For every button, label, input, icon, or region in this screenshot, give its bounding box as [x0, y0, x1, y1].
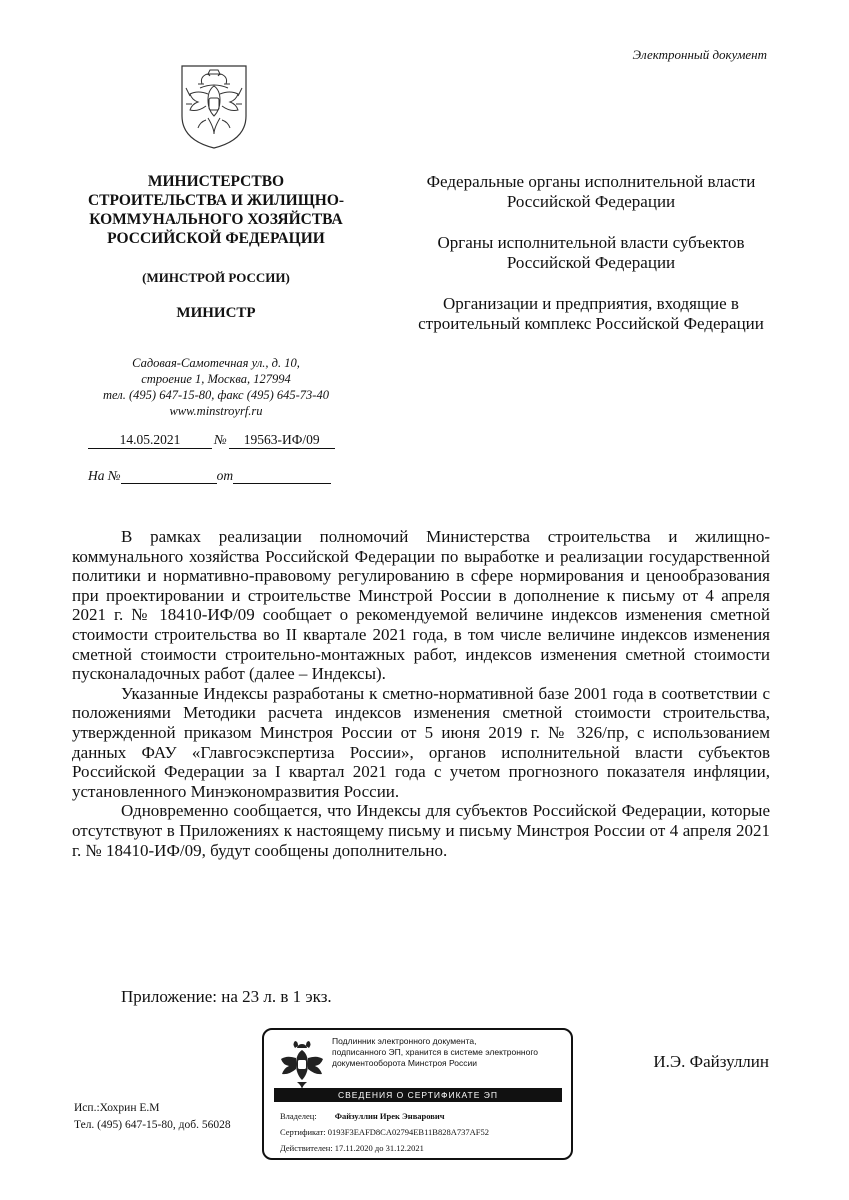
signer-name: И.Э. Файзуллин	[653, 1052, 769, 1071]
ministry-name-line: МИНИСТЕРСТВО	[147, 173, 285, 190]
russian-coat-of-arms-icon	[279, 1038, 325, 1092]
stamp-note-line: подписанного ЭП, хранится в системе электронного	[332, 1047, 538, 1057]
letter-body	[72, 527, 770, 860]
ministry-name-line: РОССИЙСКОЙ ФЕДЕРАЦИИ	[107, 230, 325, 247]
ministry-name	[56, 172, 376, 248]
address-line: тел. (495) 647-15-80, факс (495) 645-73-40	[103, 388, 329, 402]
stamp-note	[332, 1036, 568, 1069]
attachment-note: Приложение: на 23 л. в 1 экз.	[121, 987, 332, 1006]
body-paragraph: Указанные Индексы разработаны к сметно-нормативной базе 2001 года в соответствии с положениями Методики расчета индексов изменения сметной стоимости строительства, утвержденной приказом Минстроя России от 5 июня 2019 г. № 326/пр, с использованием данных ФАУ «Главгосэкспертиза России», органов исполнительной власти субъектов Российской Федерации за I квартал 2021 года с учетом прогнозного показателя инфляции, установленного Минэкономразвития России.	[72, 683, 770, 801]
executor-name: Исп.:Хохрин Е.М	[74, 1102, 160, 1114]
minister-title: МИНИСТР	[176, 305, 256, 321]
russian-coat-of-arms-icon	[178, 64, 250, 150]
certificate-validity: Действителен: 17.11.2020 до 31.12.2021	[280, 1143, 424, 1153]
registration-number: 19563-ИФ/09	[229, 432, 335, 449]
registration-date: 14.05.2021	[88, 432, 212, 449]
ministry-name-line: КОММУНАЛЬНОГО ХОЗЯЙСТВА	[89, 211, 343, 228]
addressees-block	[408, 172, 774, 355]
ministry-address	[56, 355, 376, 419]
electronic-document-label: Электронный документ	[632, 47, 767, 62]
executor-phone: Тел. (495) 647-15-80, доб. 56028	[74, 1119, 231, 1131]
body-paragraph: В рамках реализации полномочий Министерства строительства и жилищно-коммунального хозяйства Российской Федерации по выработке и реализации государственной политики и нормативно-правовому регулированию в сфере нормирования и ценообразования при проектировании и строительстве Минстрой России в дополнение к письму от 4 апреля 2021 г. № 18410-ИФ/09 сообщает о рекомендуемой величине индексов изменения сметной стоимости строительства во II квартале 2021 года, в том числе величине индексов изменения сметной стоимости строительно-монтажных работ, индексов изменения сметной стоимости пусконаладочных работ (далее – Индексы).	[72, 527, 770, 684]
certificate-info-bar: СВЕДЕНИЯ О СЕРТИФИКАТЕ ЭП	[274, 1088, 562, 1102]
body-paragraph: Одновременно сообщается, что Индексы для субъектов Российской Федерации, которые отсутствуют в Приложениях к настоящему письму и письму Минстроя России от 4 апреля 2021 г. № 18410-ИФ/09, будут сообщены дополнительно.	[72, 801, 770, 860]
reference-line	[88, 468, 331, 484]
executor-info	[74, 1100, 231, 1134]
reference-date-blank	[233, 469, 331, 484]
address-line: строение 1, Москва, 127994	[141, 372, 291, 386]
ministry-name-line: СТРОИТЕЛЬСТВА И ЖИЛИЩНО-	[87, 192, 345, 209]
number-sign: №	[214, 432, 227, 447]
stamp-note-line: документооборота Минстроя России	[332, 1058, 478, 1068]
certificate-owner-row	[280, 1108, 489, 1124]
reference-label: На №	[88, 468, 121, 483]
certificate-owner: Файзуллин Ирек Энварович	[334, 1111, 445, 1121]
reference-from-label: от	[216, 468, 234, 483]
registration-line	[88, 432, 335, 449]
certificate-number: Сертификат: 0193F3EAFD8CA02794EB11B828A737AF52	[280, 1127, 489, 1137]
addressee: Федеральные органы исполнительной власти Российской Федерации	[426, 172, 756, 211]
website-link: www.minstroyrf.ru	[169, 404, 263, 418]
addressee: Органы исполнительной власти субъектов Российской Федерации	[437, 233, 745, 272]
ministry-short-name: (МИНСТРОЙ РОССИИ)	[142, 270, 290, 285]
owner-label: Владелец:	[280, 1111, 317, 1121]
electronic-signature-stamp	[262, 1028, 573, 1160]
certificate-details	[280, 1108, 489, 1156]
address-line: Садовая-Самотечная ул., д. 10,	[132, 356, 300, 370]
addressee: Организации и предприятия, входящие в строительный комплекс Российской Федерации	[418, 294, 764, 333]
reference-number-blank	[121, 469, 217, 484]
stamp-note-line: Подлинник электронного документа,	[332, 1036, 477, 1046]
